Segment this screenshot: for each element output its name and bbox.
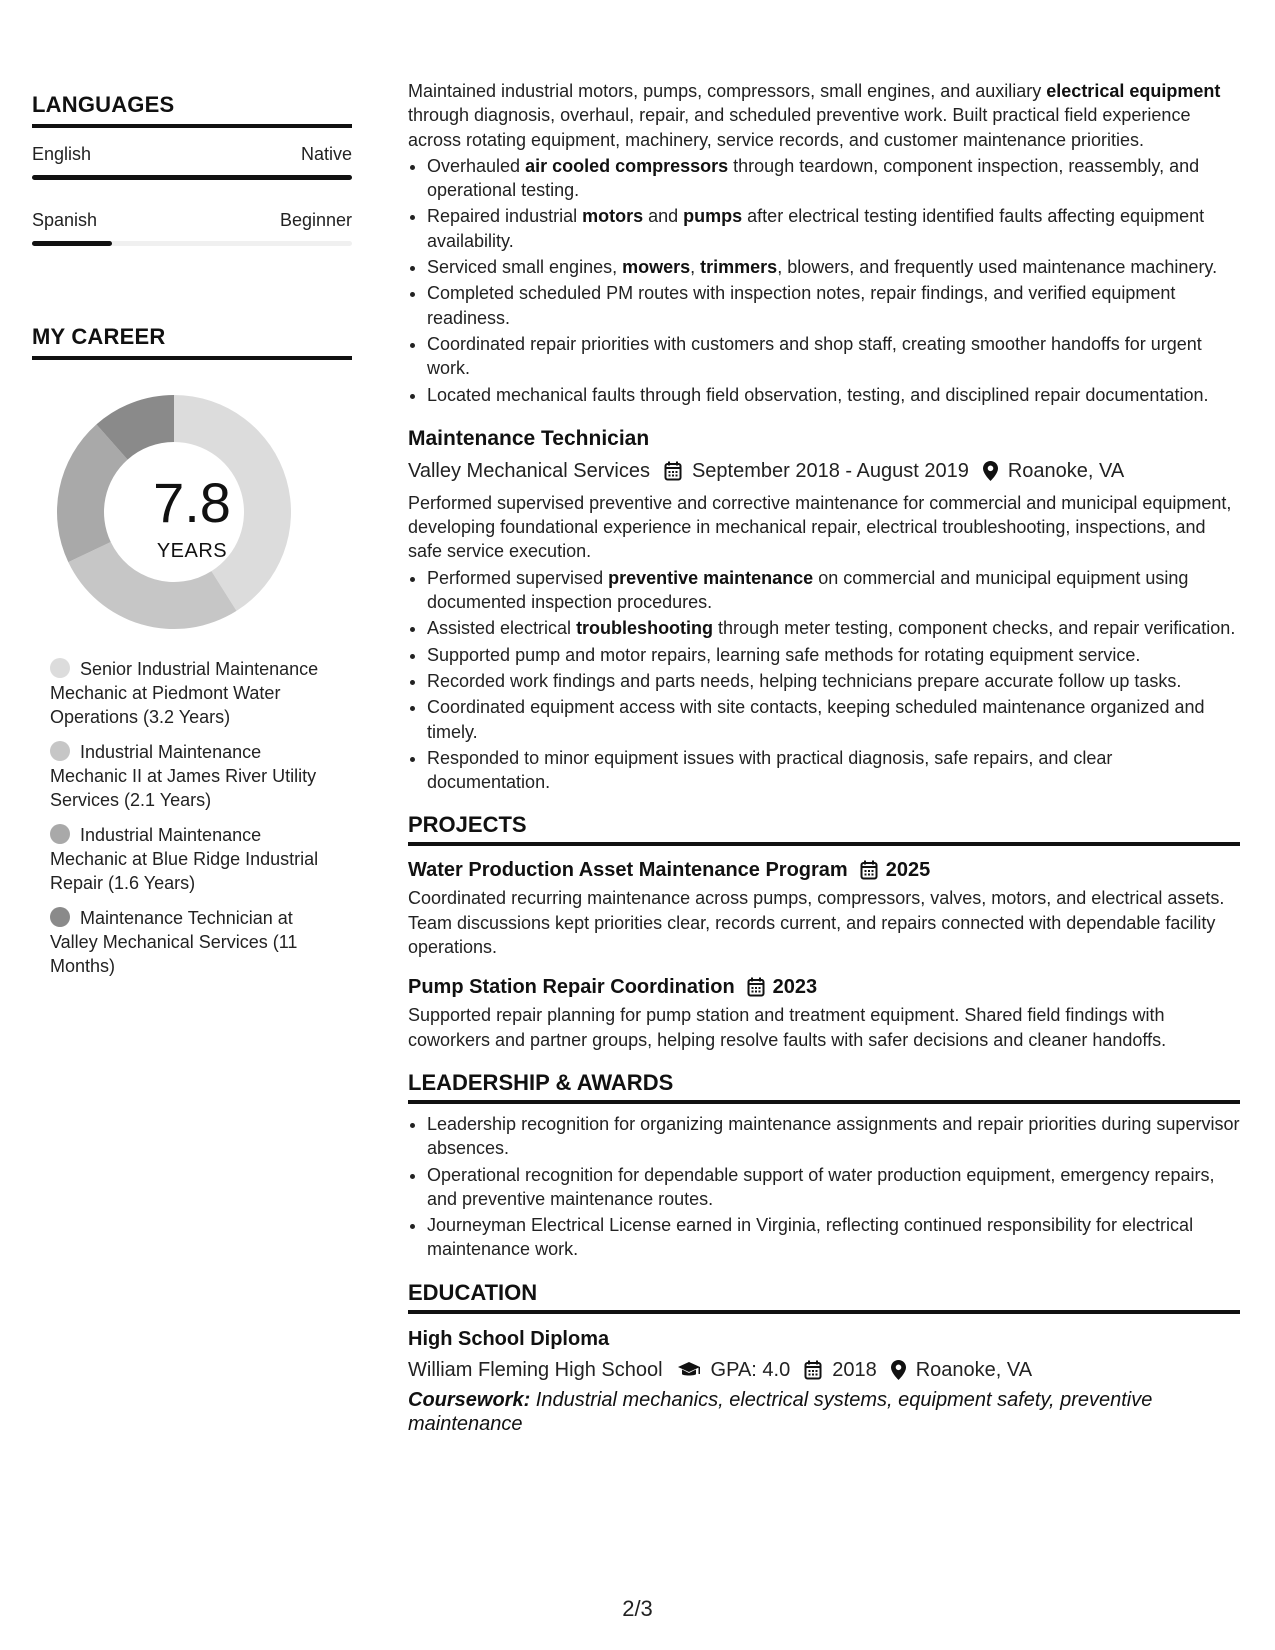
list-item: • Leadership recognition for organizing maintenance assignments and repair priorities during supervisor absences. [427, 1112, 1240, 1161]
career-heading: MY CAREER [32, 324, 352, 360]
school-location: Roanoke, VA [915, 1358, 1033, 1381]
language-level: Beginner [279, 210, 352, 230]
career-total-years: 7.8 [153, 471, 231, 534]
language-english [32, 144, 352, 180]
language-proficiency-fill [32, 175, 352, 180]
list-item: • Serviced small engines, mowers, trimmers, blowers, and frequently used maintenance machinery. [427, 255, 1240, 279]
list-item: • Coordinated repair priorities with customers and shop staff, creating smoother handoffs for urgent work. [427, 332, 1240, 381]
calendar-icon [747, 977, 765, 997]
language-spanish [32, 210, 352, 246]
page-number: 2/3 [622, 1596, 653, 1621]
language-name: English [32, 144, 92, 164]
language-name: Spanish [32, 210, 98, 230]
job-meta [408, 457, 1240, 485]
job-company: Valley Mechanical Services [408, 459, 650, 482]
career-donut-chart [32, 382, 352, 647]
list-item: • Supported pump and motor repairs, learning safe methods for rotating equipment service. [427, 643, 1240, 667]
list-item: • Recorded work findings and parts needs, helping technicians prepare accurate follow up tasks. [427, 669, 1240, 693]
previous-job-bullets [408, 154, 1240, 407]
legend-item: Senior Industrial Maintenance Mechanic at Piedmont Water Operations (3.2 Years) [50, 659, 319, 727]
sidebar [32, 92, 352, 989]
degree-title: High School Diploma [408, 1327, 610, 1350]
calendar-icon [860, 860, 878, 880]
legend-item: Maintenance Technician at Valley Mechanical Services (11 Months) [50, 908, 298, 976]
legend-dot [50, 907, 70, 927]
list-item: • Coordinated equipment access with site contacts, keeping scheduled maintenance organized and timely. [427, 695, 1240, 744]
job-title: Maintenance Technician [408, 426, 650, 450]
awards-heading: LEADERSHIP & AWARDS [408, 1070, 1240, 1104]
list-item: • Completed scheduled PM routes with inspection notes, repair findings, and verified equipment readiness. [427, 281, 1240, 330]
legend-item: Industrial Maintenance Mechanic at Blue Ridge Industrial Repair (1.6 Years) [50, 825, 319, 893]
job-dates: September 2018 - August 2019 [691, 459, 969, 482]
school-name: William Fleming High School [408, 1358, 663, 1381]
list-item: • Responded to minor equipment issues with practical diagnosis, safe repairs, and clear documentation. [427, 746, 1240, 795]
language-level: Native [300, 144, 352, 164]
language-proficiency-bar [32, 175, 352, 180]
main-content [408, 79, 1240, 1437]
project-description: Coordinated recurring maintenance across pumps, compressors, valves, motors, and electrical assets. Team discussions kept priorities clear, records current, and repairs connected with dependable facility operations. [408, 888, 1225, 958]
project-description: Supported repair planning for pump station and treatment equipment. Shared field findings with coworkers and partner groups, helping resolve faults with safer decisions and cleaner handoffs. [408, 1005, 1167, 1050]
map-pin-icon [891, 1360, 906, 1380]
list-item: • Operational recognition for dependable support of water production equipment, emergency repairs, and preventive maintenance routes. [427, 1163, 1240, 1212]
projects-heading: PROJECTS [408, 812, 1240, 846]
list-item: • Journeyman Electrical License earned in Virginia, reflecting continued responsibility for electrical maintenance work. [427, 1213, 1240, 1262]
awards-list [408, 1112, 1240, 1262]
list-item: • Located mechanical faults through field observation, testing, and disciplined repair documentation. [427, 383, 1240, 407]
calendar-icon [804, 1360, 822, 1380]
job-location: Roanoke, VA [1007, 459, 1125, 482]
list-item: • Repaired industrial motors and pumps after electrical testing identified faults affecting equipment availability. [427, 204, 1240, 253]
graduation-cap-icon [677, 1361, 701, 1379]
map-pin-icon [983, 461, 998, 481]
legend-item: Industrial Maintenance Mechanic II at James River Utility Services (2.1 Years) [50, 742, 317, 810]
education-heading: EDUCATION [408, 1280, 1240, 1314]
project-title: Water Production Asset Maintenance Program 2025 [408, 856, 1240, 884]
legend-dot [50, 824, 70, 844]
project-title: Pump Station Repair Coordination 2023 [408, 973, 1240, 1001]
language-proficiency-fill [32, 241, 112, 246]
language-proficiency-bar [32, 241, 352, 246]
job-summary: Performed supervised preventive and corrective maintenance for commercial and municipal equipment, developing foundational experience in mechanical repair, electrical troubleshooting, inspections, and safe service execution. [408, 492, 1232, 562]
languages-heading: LANGUAGES [32, 92, 352, 128]
list-item: • Overhauled air cooled compressors through teardown, component inspection, reassembly, and operational testing. [427, 154, 1240, 203]
job-bullets [408, 566, 1240, 795]
coursework: Coursework: Industrial mechanics, electrical systems, equipment safety, preventive maintenance [408, 1388, 1153, 1436]
career-legend [50, 657, 330, 978]
graduation-year: 2018 [832, 1358, 877, 1381]
education-meta [408, 1356, 1240, 1384]
legend-dot [50, 741, 70, 761]
calendar-icon [664, 461, 682, 481]
gpa: GPA: 4.0 [710, 1358, 791, 1381]
career-total-unit: YEARS [156, 540, 228, 562]
project-year: 2025 [885, 859, 931, 882]
legend-dot [50, 658, 70, 678]
previous-job-summary: Maintained industrial motors, pumps, compressors, small engines, and auxiliary electrical equipment through diagnosis, overhaul, repair, and scheduled preventive work. Built practical field experience across rotating equipment, machinery, service records, and customer maintenance priorities. [408, 81, 1221, 150]
list-item: • Assisted electrical troubleshooting through meter testing, component checks, and repair verification. [427, 616, 1240, 640]
list-item: • Performed supervised preventive maintenance on commercial and municipal equipment using documented inspection procedures. [427, 566, 1240, 615]
project-year: 2023 [772, 976, 818, 999]
